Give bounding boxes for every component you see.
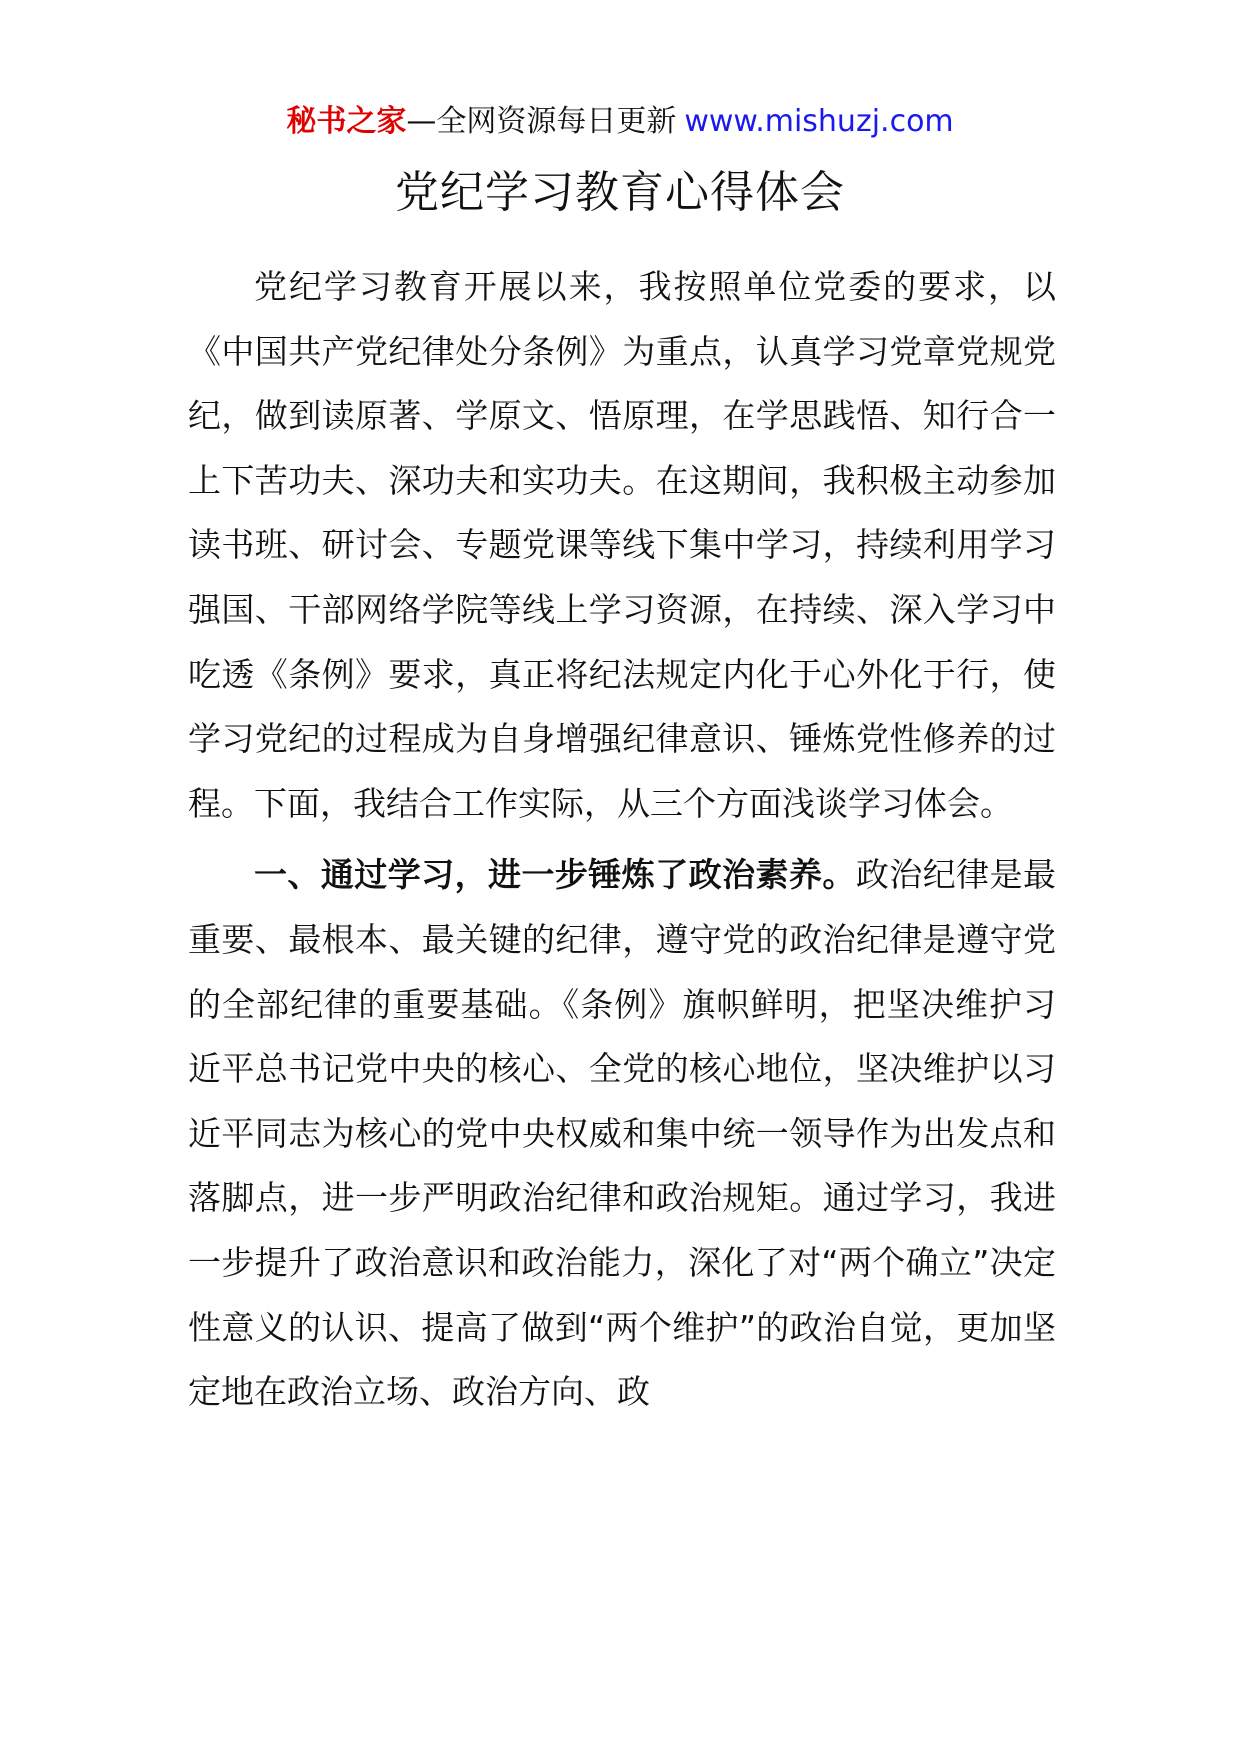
document-title: 党纪学习教育心得体会 xyxy=(395,167,845,218)
document-body xyxy=(188,255,1056,1432)
brand-name: 秘书之家 xyxy=(286,104,407,139)
site-header xyxy=(0,102,1240,142)
section-heading: 一、通过学习，进一步锤炼了政治素养。 xyxy=(254,855,856,895)
paragraph-intro xyxy=(188,255,1056,836)
site-url-link[interactable]: www.mishuzj.com xyxy=(684,104,954,139)
paragraph-section-1 xyxy=(188,843,1056,1424)
paragraph-text: 政治纪律是最重要、最根本、最关键的纪律，遵守党的政治纪律是遵守党的全部纪律的重要基础。《条例》旗帜鲜明，把坚决维护习近平总书记党中央的核心、全党的核心地位，坚决维护以习近平同志为核心的党中央权威和集中统一领导作为出发点和落脚点，进一步严明政治纪律和政治规矩。通过学习，我进一步提升了政治意识和政治能力，深化了对“两个确立”决定性意义的认识、提高了做到“两个维护”的政治自觉，更加坚定地在政治立场、政治方向、政 xyxy=(188,855,1057,1412)
paragraph-text: 党纪学习教育开展以来，我按照单位党委的要求，以《中国共产党纪律处分条例》为重点，认真学习党章党规党纪，做到读原著、学原文、悟原理，在学思践悟、知行合一上下苦功夫、深功夫和实功夫。在这期间，我积极主动参加读书班、研讨会、专题党课等线下集中学习，持续利用学习强国、干部网络学院等线上学习资源，在持续、深入学习中吃透《条例》要求，真正将纪法规定内化于心外化于行，使学习党纪的过程成为自身增强纪律意识、锤炼党性修养的过程。下面，我结合工作实际，从三个方面浅谈学习体会。 xyxy=(188,267,1056,823)
header-tagline: —全网资源每日更新 xyxy=(406,104,677,139)
